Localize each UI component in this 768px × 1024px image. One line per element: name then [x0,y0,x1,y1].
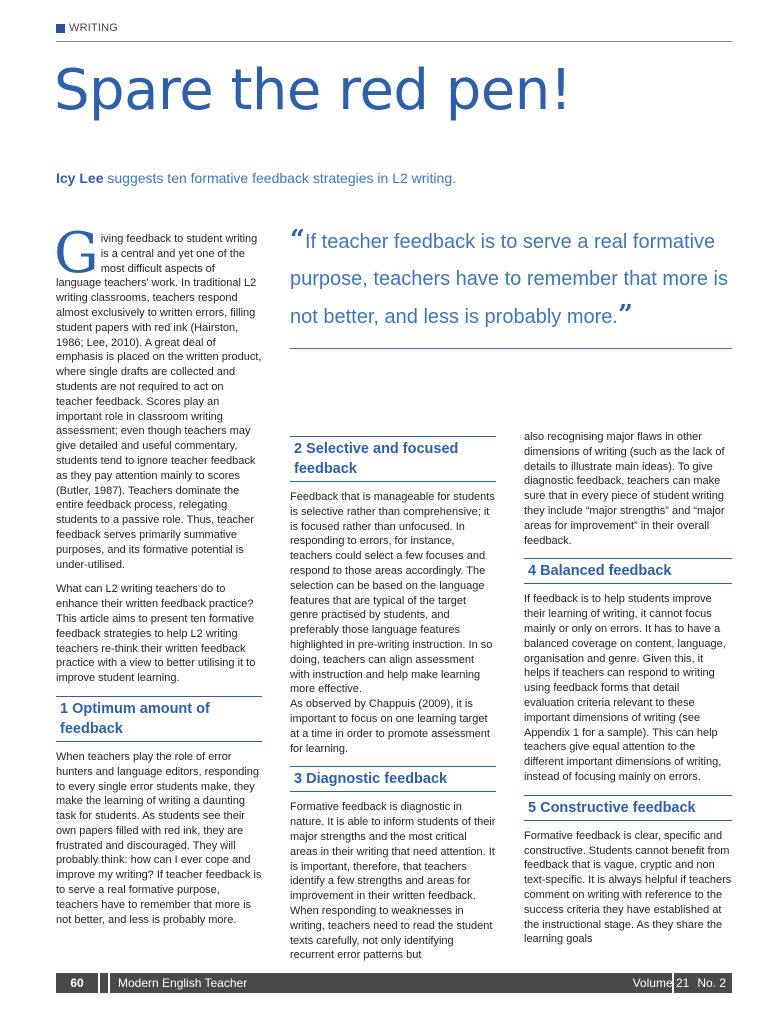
section-heading-2: 2 Selective and focused feedback [290,436,496,482]
standfirst [56,170,456,186]
article-title: Spare the red pen! [54,58,572,123]
column-3 [524,430,732,957]
standfirst-text: suggests ten formative feedback strategies in L2 writing. [103,170,456,186]
section-square-icon [56,24,65,33]
section-body-2: Feedback that is manageable for students is selective rather than comprehensive; it is focused rather than unfocused. In responding to errors, for instance, teachers could select a few focuses and respond to those areas accordingly. The selection can be based on the language features that are typical of the target genre practised by students, and preferably those language features highlighted in pre-writing instruction. In so doing, teachers can align assessment with instruction and help make learning more effective. [290,491,495,696]
section-label: WRITING [69,22,119,34]
close-quote-icon: ” [617,300,633,330]
column-2 [290,430,496,973]
section-heading-1: 1 Optimum amount of feedback [56,696,262,742]
section-tag [56,22,732,42]
intro-paragraph-2: What can L2 writing teachers do to enhance their written feedback practice? This article aims to present ten formative feedback strategies to help L2 writing teachers re-think their written feedback practice with a view to better utilising it to improve student learning. [56,583,256,685]
section-heading-4: 4 Balanced feedback [524,558,732,584]
intro-paragraph [54,221,262,572]
issue-number: No. 2 [697,976,726,990]
section-body-5: Formative feedback is clear, specific and constructive. Students cannot benefit from feedback that is vague, cryptic and non text-specific. It is always helpful if teachers comment on writing with reference to the success criteria they have established at the instructional stage. As they share the learning goals [524,829,732,946]
pull-quote-text: If teacher feedback is to serve a real formative purpose, teachers have to remember that more is not better, and less is probably more. [290,231,728,328]
section-body-4: If feedback is to help students improve their learning of writing, it cannot focus mainly or only on errors. It has to have a balanced coverage on content, language, organisation and genre. Given this, it helps if teachers can respond to writing using feedback forms that detail evaluation criteria relevant to these important dimensions of writing (see Appendix 1 for a sample). This can help teachers give equal attention to the different important dimensions of writing, instead of focusing mainly on errors. [524,593,726,783]
volume-number: Volume 21 [632,976,690,990]
page-number: 60 [56,973,100,993]
intro-text: iving feedback to student writing is a central and yet one of the most difficult aspects of language teachers' work. In traditional L2 writing classrooms, teachers respond almost exclusively to written errors, filling student papers with red ink (Hairston, 1986; Lee, 2010). A great deal of emphasis is placed on the written product, where single drafts are collected and students are not required to act on teacher feedback. Scores play an important role in classroom writing assessment; even though teachers may give detailed and useful commentary, students tend to ignore teacher feedback as they pay attention mainly to scores (Butler, 1987). Teachers dominate the entire feedback process, relegating students to a passive role. Thus, teacher feedback serves primarily summative purposes, and its formative potential is under-utilised. [56,233,262,571]
section-body-3-continued: also recognising major flaws in other dimensions of writing (such as the lack of details to illustrate main ideas). To give diagnostic feedback, teachers can make sure that in every piece of student writing they include “major strengths” and “major areas for improvement” in their overall feedback. [524,431,725,547]
section-body-3: Formative feedback is diagnostic in nature. It is able to inform students of their major strengths and the most critical areas in their writing that need attention. It is important, therefore, that teachers identify a few strengths and areas for improvement in their written feedback. When responding to weaknesses in writing, teachers need to read the student texts carefully, not only identifying recurrent error patterns but [290,801,496,962]
section-heading-5: 5 Constructive feedback [524,795,732,821]
open-quote-icon: “ [290,225,305,255]
volume-info [625,973,726,993]
section-body-2b: As observed by Chappuis (2009), it is important to focus on one learning target at a time in order to promote assessment for learning. [290,698,490,755]
column-1 [54,221,262,937]
drop-cap: G [54,221,99,286]
author-name: Icy Lee [56,170,104,186]
page-footer [56,973,732,993]
section-body-1: When teachers play the role of error hunters and language editors, responding to every single error students make, they make the learning of writing a daunting task for students. As students see their own papers filled with red ink, they are frustrated and discouraged. They will probably think: how can I ever cope and improve my writing? If teacher feedback is to serve a real formative purpose, teachers have to remember that more is not better, and less is probably more. [56,750,262,926]
pull-quote [290,222,732,349]
section-heading-3: 3 Diagnostic feedback [290,766,496,792]
magazine-name: Modern English Teacher [108,973,247,993]
